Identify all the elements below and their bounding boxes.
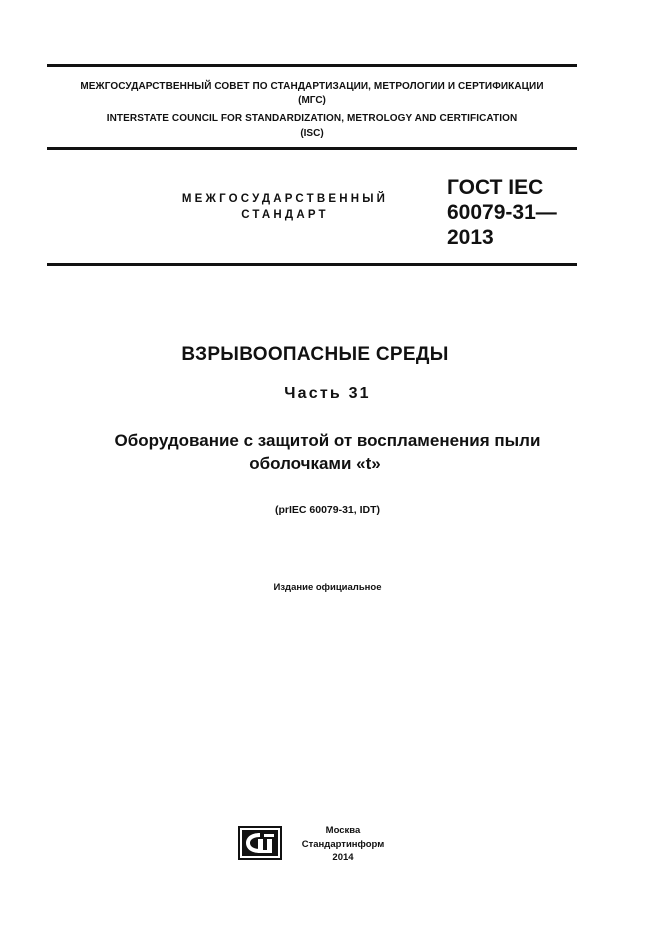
- edition-note: Издание официальное: [273, 582, 382, 593]
- document-subtitle-line1: Оборудование с защитой от воспламенения пыли: [114, 431, 541, 450]
- publisher-city: Москва: [325, 825, 361, 836]
- publisher-name: Стандартинформ: [301, 838, 385, 850]
- council-abbr-ru: (МГС): [298, 95, 326, 106]
- council-rule: [47, 147, 577, 150]
- council-name-en: INTERSTATE COUNCIL FOR STANDARDIZATION, METROLOGY AND CERTIFICATION: [106, 113, 518, 124]
- idt-reference: (prIEC 60079-31, IDT): [274, 504, 381, 516]
- standard-label-line2: СТАНДАРТ: [241, 209, 329, 221]
- publisher-block: [288, 824, 398, 865]
- council-abbr-en: (ISC): [300, 128, 324, 139]
- standard-number-line1: ГОСТ IEC: [447, 176, 544, 199]
- document-title: ВЗРЫВООПАСНЫЕ СРЕДЫ: [181, 344, 449, 365]
- standard-label-line1: МЕЖГОСУДАРСТВЕННЫЙ: [181, 193, 389, 205]
- header-bottom-rule: [47, 263, 577, 266]
- standard-number: [447, 175, 577, 250]
- standard-number-line2: 60079-31—: [447, 201, 557, 224]
- top-rule: [47, 64, 577, 67]
- publisher-year: 2014: [332, 852, 354, 863]
- council-name-ru: МЕЖГОСУДАРСТВЕННЫЙ СОВЕТ ПО СТАНДАРТИЗАЦИИ, МЕТРОЛОГИИ И СЕРТИФИКАЦИИ: [80, 81, 544, 92]
- document-part: Часть 31: [284, 385, 371, 402]
- document-subtitle-line2: оболочками «t»: [249, 454, 381, 473]
- standard-number-line3: 2013: [447, 226, 494, 249]
- standartinform-logo-icon: [238, 826, 282, 860]
